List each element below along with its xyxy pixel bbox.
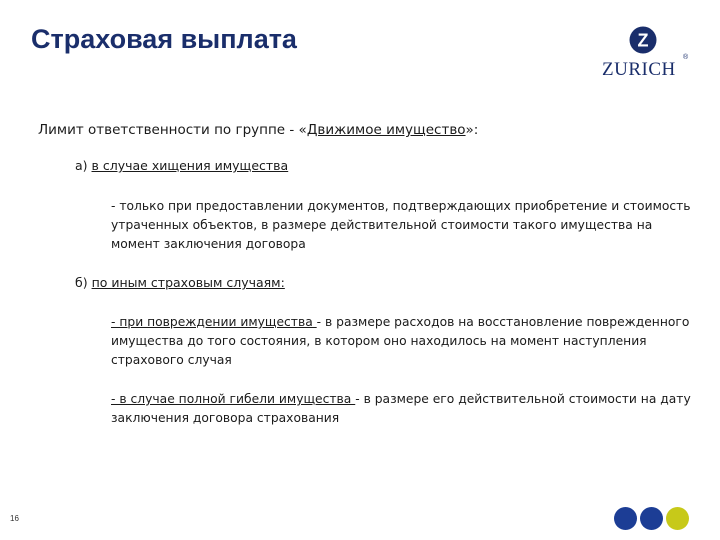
- section-b-title: по иным страховым случаям:: [91, 275, 285, 290]
- green-dot: [666, 507, 689, 530]
- brand-dots: [614, 507, 694, 532]
- section-a-heading: [75, 157, 288, 175]
- zurich-logo: [598, 26, 694, 82]
- page-number: 16: [10, 514, 19, 523]
- section-a-label: а): [75, 158, 92, 173]
- heading-prefix: Лимит ответственности по группе - «: [38, 122, 307, 138]
- blue-dot-1: [614, 507, 637, 530]
- section-b-label: б): [75, 275, 92, 290]
- total-loss-text: - в размере его действительной стоимости на дату заключения договора страхования: [111, 392, 691, 425]
- slide-title: Страховая выплата: [31, 24, 297, 54]
- limit-heading: [38, 121, 478, 139]
- total-loss-title: - в случае полной гибели имущества: [111, 392, 356, 406]
- zurich-z-letter: Z: [637, 30, 649, 51]
- registered-mark: ®: [683, 54, 689, 61]
- damage-text: - в размере расходов на восстановление поврежденного имущества до того состояния, в котором оно находилось на момент наступления страхового случая: [111, 315, 690, 367]
- section-b-heading: [75, 274, 285, 292]
- damage-item: [111, 313, 691, 370]
- blue-dot-2: [640, 507, 663, 530]
- heading-category: Движимое имущество: [306, 122, 466, 138]
- damage-title: - при повреждении имущества: [111, 315, 317, 329]
- logo-wordmark: ZURICH: [602, 59, 676, 80]
- section-a-text: - только при предоставлении документов, подтверждающих приобретение и стоимость утраченных объектов, в размере действительной стоимости такого имущества на момент заключения договора: [111, 199, 691, 251]
- zurich-z-icon: [629, 26, 657, 54]
- total-loss-item: [111, 390, 691, 428]
- heading-suffix: »:: [465, 122, 479, 138]
- section-a-title: в случае хищения имущества: [91, 158, 289, 173]
